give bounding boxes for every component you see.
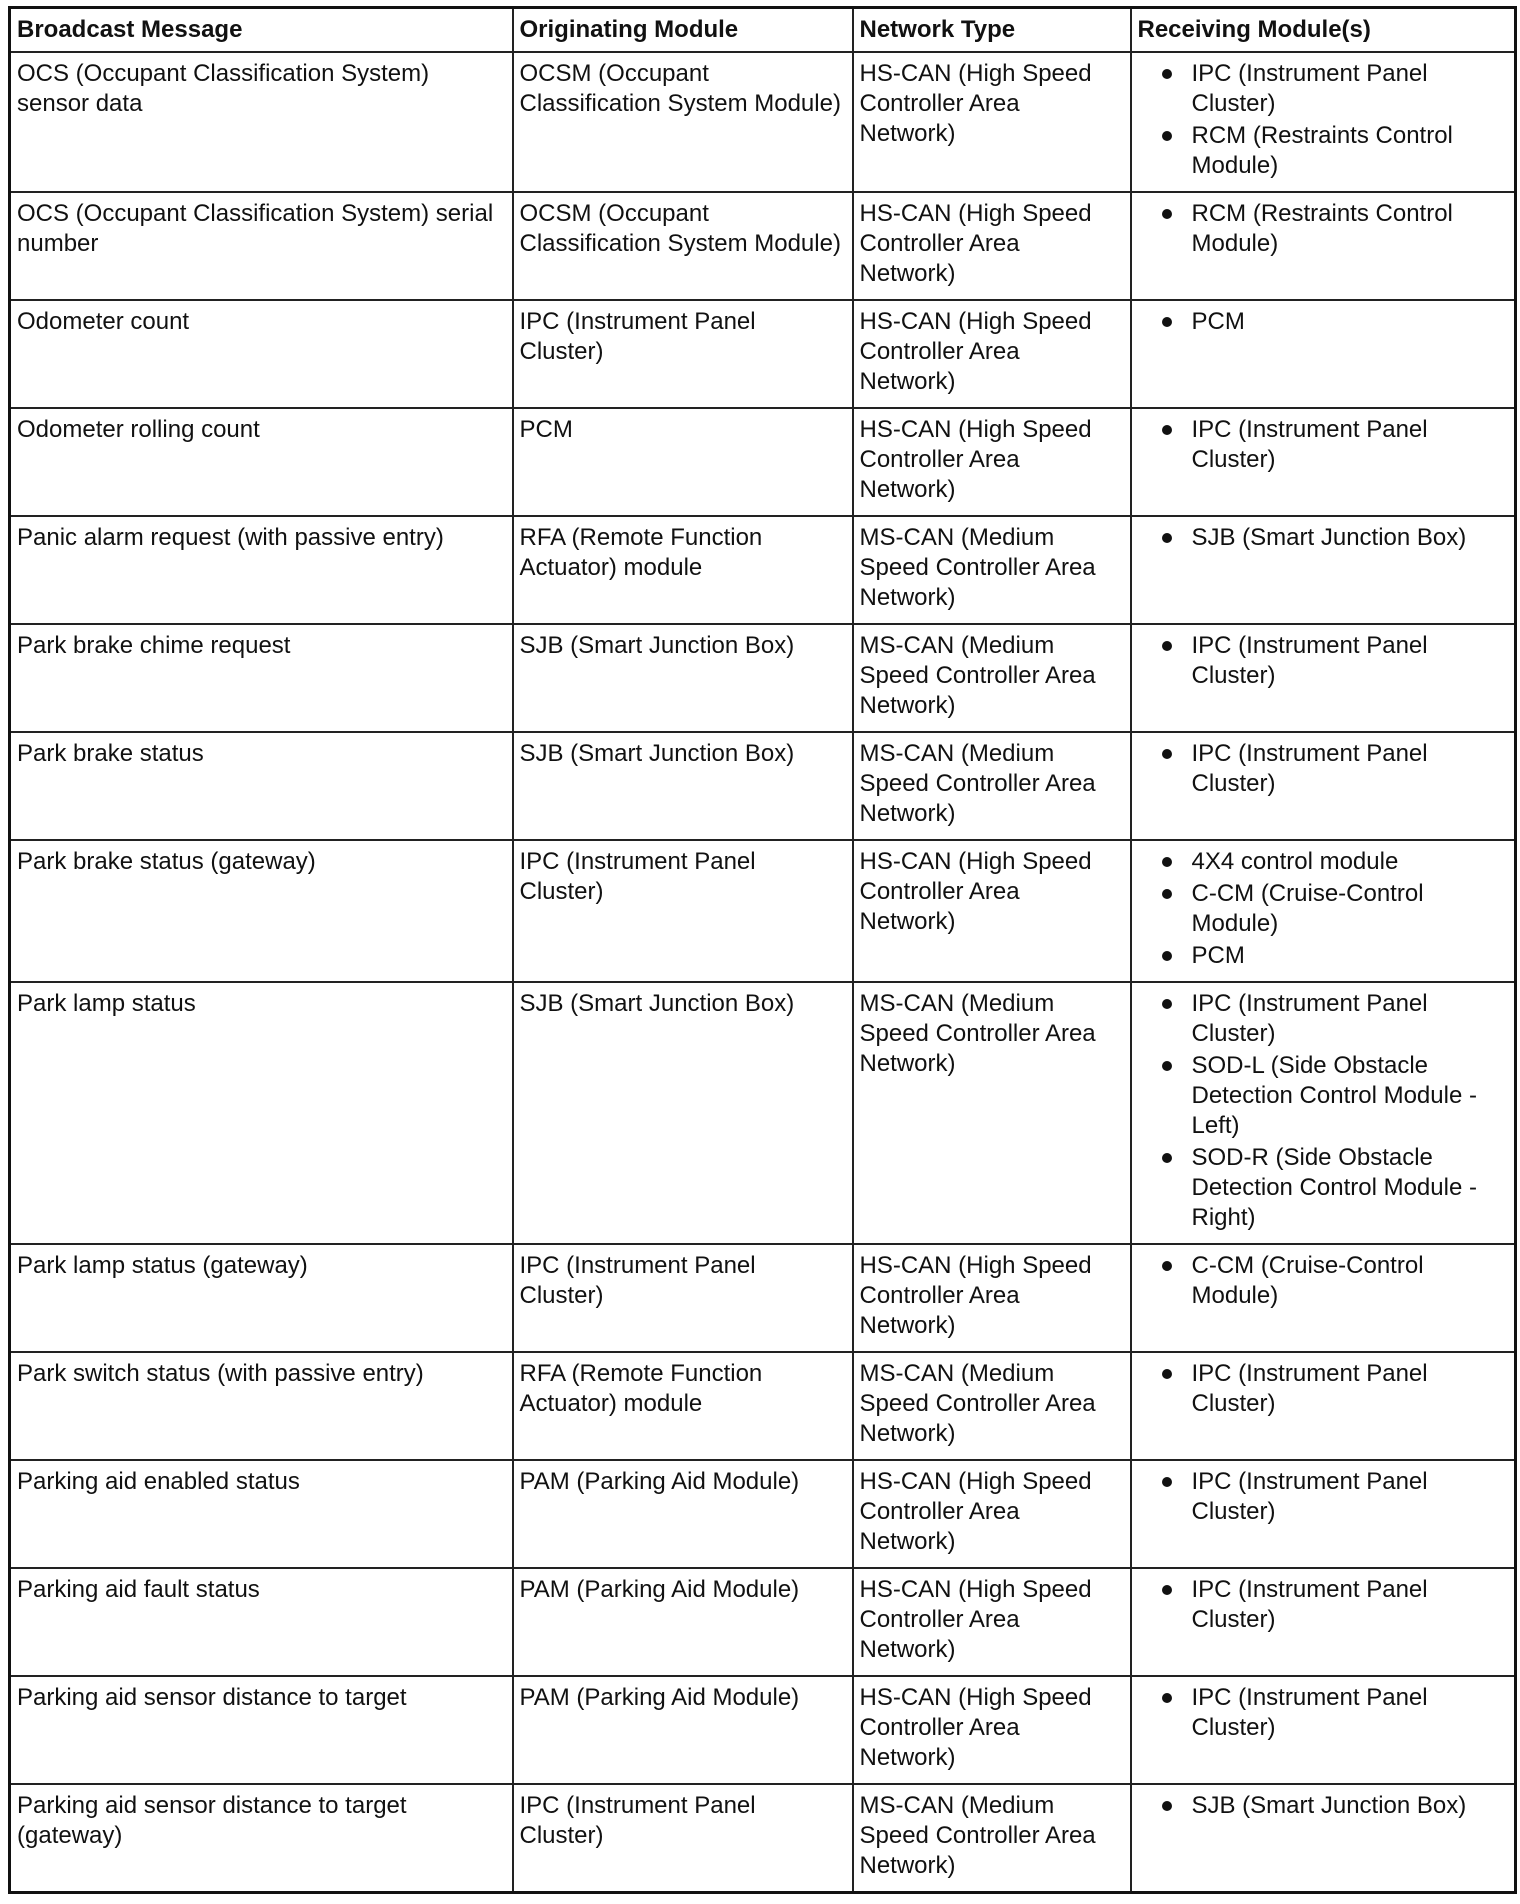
cell-receiving-modules <box>1131 732 1516 840</box>
cell-network-type: MS-CAN (Medium Speed Controller Area Network) <box>853 1352 1131 1460</box>
cell-broadcast-message: Park switch status (with passive entry) <box>10 1352 513 1460</box>
receiver-list <box>1138 1683 1507 1743</box>
cell-network-type: HS-CAN (High Speed Controller Area Network) <box>853 840 1131 982</box>
bullet-icon <box>1162 1693 1172 1703</box>
cell-broadcast-message: Parking aid fault status <box>10 1568 513 1676</box>
table-row <box>10 1784 1516 1892</box>
receiver-label: IPC (Instrument Panel Cluster) <box>1191 990 1428 1047</box>
bullet-icon <box>1162 69 1172 79</box>
cell-receiving-modules <box>1131 300 1516 408</box>
table-row <box>10 840 1516 982</box>
cell-broadcast-message: Park brake status (gateway) <box>10 840 513 982</box>
bullet-icon <box>1162 889 1172 899</box>
bullet-icon <box>1162 641 1172 651</box>
cell-network-type: HS-CAN (High Speed Controller Area Network) <box>853 408 1131 516</box>
bullet-icon <box>1162 1477 1172 1487</box>
header-receiving-modules: Receiving Module(s) <box>1131 8 1516 53</box>
cell-broadcast-message: Park brake chime request <box>10 624 513 732</box>
receiver-list-item <box>1138 1143 1507 1233</box>
cell-originating-module: IPC (Instrument Panel Cluster) <box>513 840 853 982</box>
bullet-icon <box>1162 1153 1172 1163</box>
bullet-icon <box>1162 1801 1172 1811</box>
bullet-icon <box>1162 209 1172 219</box>
bullet-icon <box>1162 425 1172 435</box>
receiver-label: RCM (Restraints Control Module) <box>1191 200 1453 257</box>
receiver-list <box>1138 1575 1507 1635</box>
receiver-list <box>1138 1467 1507 1527</box>
bullet-icon <box>1162 951 1172 961</box>
bullet-icon <box>1162 749 1172 759</box>
receiver-label: IPC (Instrument Panel Cluster) <box>1191 416 1428 473</box>
table-row <box>10 300 1516 408</box>
cell-originating-module: PCM <box>513 408 853 516</box>
cell-broadcast-message: Park lamp status (gateway) <box>10 1244 513 1352</box>
cell-originating-module: IPC (Instrument Panel Cluster) <box>513 1244 853 1352</box>
cell-receiving-modules <box>1131 1460 1516 1568</box>
receiver-list-item <box>1138 59 1507 119</box>
cell-receiving-modules <box>1131 1784 1516 1892</box>
cell-network-type: HS-CAN (High Speed Controller Area Network) <box>853 1568 1131 1676</box>
receiver-label: SJB (Smart Junction Box) <box>1191 1792 1467 1819</box>
receiver-list <box>1138 739 1507 799</box>
cell-broadcast-message: Parking aid enabled status <box>10 1460 513 1568</box>
cell-network-type: HS-CAN (High Speed Controller Area Network) <box>853 192 1131 300</box>
bullet-icon <box>1162 131 1172 141</box>
cell-originating-module: SJB (Smart Junction Box) <box>513 624 853 732</box>
receiver-list <box>1138 631 1507 691</box>
cell-broadcast-message: Odometer rolling count <box>10 408 513 516</box>
table-row <box>10 1568 1516 1676</box>
cell-broadcast-message: Parking aid sensor distance to target (gateway) <box>10 1784 513 1892</box>
cell-broadcast-message: Odometer count <box>10 300 513 408</box>
receiver-list <box>1138 1791 1507 1821</box>
receiver-list-item <box>1138 989 1507 1049</box>
cell-network-type: HS-CAN (High Speed Controller Area Network) <box>853 1460 1131 1568</box>
bullet-icon <box>1162 1585 1172 1595</box>
cell-receiving-modules <box>1131 408 1516 516</box>
table-header-row <box>10 8 1516 53</box>
cell-originating-module: SJB (Smart Junction Box) <box>513 982 853 1244</box>
bullet-icon <box>1162 857 1172 867</box>
cell-originating-module: PAM (Parking Aid Module) <box>513 1676 853 1784</box>
receiver-list <box>1138 59 1507 181</box>
receiver-list <box>1138 523 1507 553</box>
receiver-list-item <box>1138 1683 1507 1743</box>
cell-network-type: HS-CAN (High Speed Controller Area Network) <box>853 1676 1131 1784</box>
cell-network-type: MS-CAN (Medium Speed Controller Area Network) <box>853 1784 1131 1892</box>
receiver-list-item <box>1138 847 1507 877</box>
cell-originating-module: RFA (Remote Function Actuator) module <box>513 1352 853 1460</box>
receiver-list-item <box>1138 307 1507 337</box>
receiver-list <box>1138 415 1507 475</box>
receiver-label: SOD-R (Side Obstacle Detection Control Module - Right) <box>1191 1144 1477 1231</box>
bullet-icon <box>1162 1261 1172 1271</box>
receiver-list-item <box>1138 879 1507 939</box>
cell-originating-module: SJB (Smart Junction Box) <box>513 732 853 840</box>
receiver-list <box>1138 847 1507 971</box>
receiver-label: PCM <box>1191 942 1245 969</box>
cell-originating-module: OCSM (Occupant Classification System Module) <box>513 192 853 300</box>
receiver-list <box>1138 199 1507 259</box>
table-row <box>10 52 1516 192</box>
receiver-list-item <box>1138 1359 1507 1419</box>
table-row <box>10 408 1516 516</box>
cell-receiving-modules <box>1131 1568 1516 1676</box>
table-row <box>10 1460 1516 1568</box>
bullet-icon <box>1162 1369 1172 1379</box>
broadcast-message-table <box>8 6 1517 1894</box>
cell-broadcast-message: Panic alarm request (with passive entry) <box>10 516 513 624</box>
receiver-list-item <box>1138 1791 1507 1821</box>
receiver-label: RCM (Restraints Control Module) <box>1191 122 1453 179</box>
receiver-list-item <box>1138 1251 1507 1311</box>
bullet-icon <box>1162 999 1172 1009</box>
receiver-label: IPC (Instrument Panel Cluster) <box>1191 60 1428 117</box>
receiver-label: IPC (Instrument Panel Cluster) <box>1191 1360 1428 1417</box>
cell-receiving-modules <box>1131 52 1516 192</box>
receiver-label: C-CM (Cruise-Control Module) <box>1191 1252 1424 1309</box>
receiver-list-item <box>1138 1575 1507 1635</box>
receiver-list-item <box>1138 523 1507 553</box>
receiver-label: IPC (Instrument Panel Cluster) <box>1191 632 1428 689</box>
cell-network-type: MS-CAN (Medium Speed Controller Area Network) <box>853 982 1131 1244</box>
cell-receiving-modules <box>1131 516 1516 624</box>
receiver-label: 4X4 control module <box>1191 848 1399 875</box>
table-row <box>10 982 1516 1244</box>
table-row <box>10 624 1516 732</box>
receiver-list-item <box>1138 121 1507 181</box>
cell-originating-module: IPC (Instrument Panel Cluster) <box>513 300 853 408</box>
cell-originating-module: PAM (Parking Aid Module) <box>513 1568 853 1676</box>
table-row <box>10 732 1516 840</box>
cell-receiving-modules <box>1131 624 1516 732</box>
cell-broadcast-message: Parking aid sensor distance to target <box>10 1676 513 1784</box>
cell-network-type: HS-CAN (High Speed Controller Area Network) <box>853 52 1131 192</box>
table-row <box>10 1352 1516 1460</box>
cell-originating-module: RFA (Remote Function Actuator) module <box>513 516 853 624</box>
receiver-label: IPC (Instrument Panel Cluster) <box>1191 740 1428 797</box>
receiver-label: SOD-L (Side Obstacle Detection Control Module - Left) <box>1191 1052 1477 1139</box>
receiver-label: IPC (Instrument Panel Cluster) <box>1191 1468 1428 1525</box>
bullet-icon <box>1162 533 1172 543</box>
receiver-label: SJB (Smart Junction Box) <box>1191 524 1467 551</box>
cell-receiving-modules <box>1131 1352 1516 1460</box>
cell-originating-module: PAM (Parking Aid Module) <box>513 1460 853 1568</box>
cell-broadcast-message: Park lamp status <box>10 982 513 1244</box>
receiver-label: IPC (Instrument Panel Cluster) <box>1191 1576 1428 1633</box>
cell-receiving-modules <box>1131 840 1516 982</box>
cell-network-type: MS-CAN (Medium Speed Controller Area Network) <box>853 624 1131 732</box>
table-row <box>10 516 1516 624</box>
table-row <box>10 192 1516 300</box>
receiver-list-item <box>1138 739 1507 799</box>
cell-network-type: HS-CAN (High Speed Controller Area Network) <box>853 1244 1131 1352</box>
cell-receiving-modules <box>1131 982 1516 1244</box>
receiver-list-item <box>1138 199 1507 259</box>
cell-broadcast-message: OCS (Occupant Classification System) serial number <box>10 192 513 300</box>
header-network-type: Network Type <box>853 8 1131 53</box>
cell-receiving-modules <box>1131 1244 1516 1352</box>
receiver-list <box>1138 1251 1507 1311</box>
bullet-icon <box>1162 317 1172 327</box>
cell-broadcast-message: OCS (Occupant Classification System) sensor data <box>10 52 513 192</box>
bullet-icon <box>1162 1061 1172 1071</box>
receiver-list-item <box>1138 1051 1507 1141</box>
table-row <box>10 1244 1516 1352</box>
receiver-label: C-CM (Cruise-Control Module) <box>1191 880 1424 937</box>
cell-broadcast-message: Park brake status <box>10 732 513 840</box>
broadcast-message-table-container <box>8 6 1514 1894</box>
receiver-list-item <box>1138 941 1507 971</box>
header-broadcast-message: Broadcast Message <box>10 8 513 53</box>
cell-originating-module: OCSM (Occupant Classification System Module) <box>513 52 853 192</box>
receiver-list <box>1138 1359 1507 1419</box>
header-originating-module: Originating Module <box>513 8 853 53</box>
table-body <box>10 52 1516 1892</box>
cell-network-type: MS-CAN (Medium Speed Controller Area Network) <box>853 516 1131 624</box>
cell-receiving-modules <box>1131 1676 1516 1784</box>
receiver-list <box>1138 989 1507 1233</box>
receiver-label: IPC (Instrument Panel Cluster) <box>1191 1684 1428 1741</box>
receiver-list-item <box>1138 1467 1507 1527</box>
cell-network-type: MS-CAN (Medium Speed Controller Area Network) <box>853 732 1131 840</box>
cell-network-type: HS-CAN (High Speed Controller Area Network) <box>853 300 1131 408</box>
receiver-label: PCM <box>1191 308 1245 335</box>
receiver-list <box>1138 307 1507 337</box>
receiver-list-item <box>1138 631 1507 691</box>
table-row <box>10 1676 1516 1784</box>
cell-receiving-modules <box>1131 192 1516 300</box>
receiver-list-item <box>1138 415 1507 475</box>
cell-originating-module: IPC (Instrument Panel Cluster) <box>513 1784 853 1892</box>
